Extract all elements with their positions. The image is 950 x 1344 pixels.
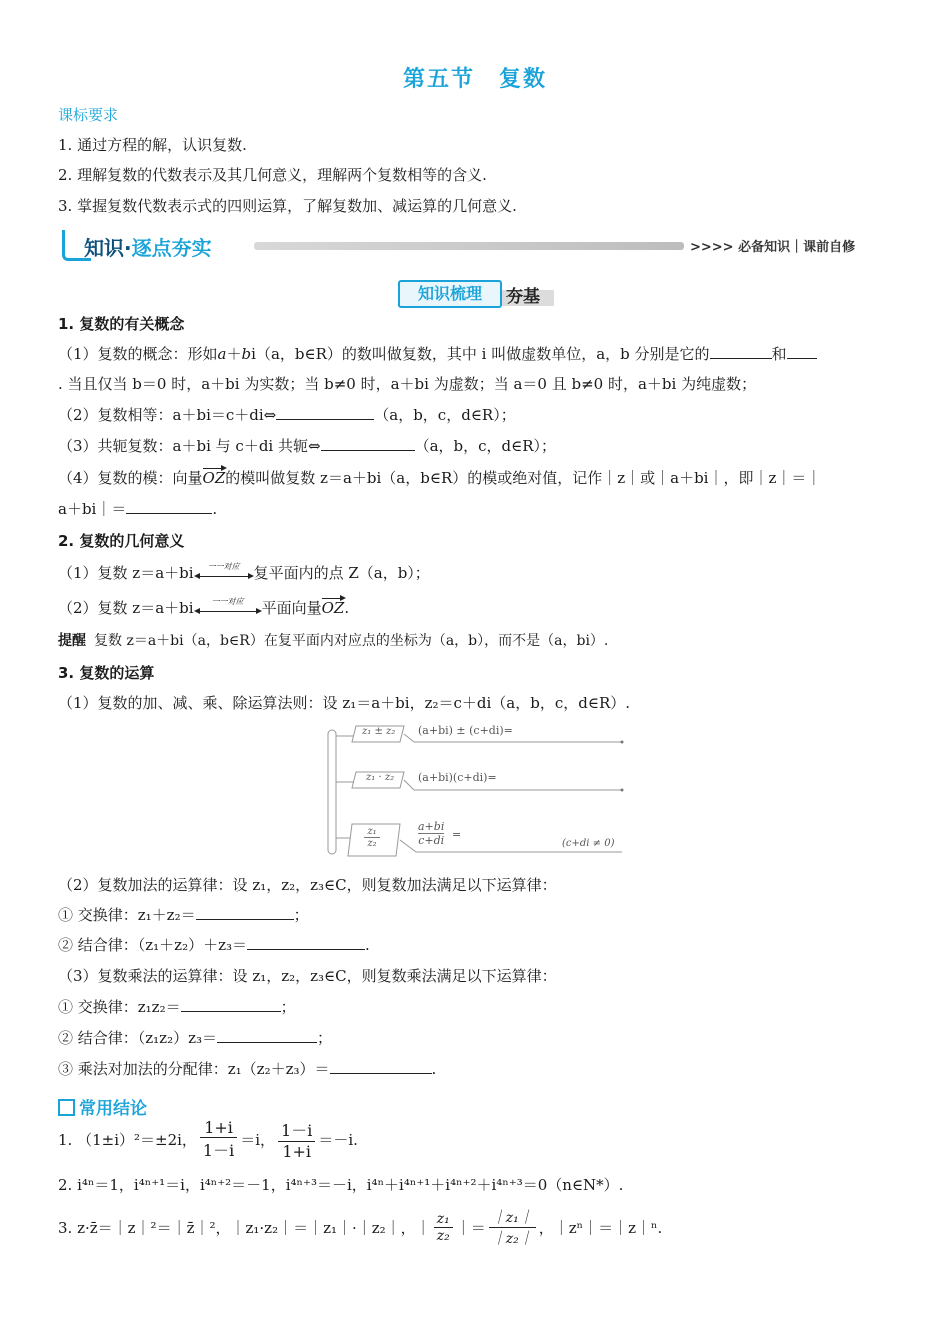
- double-arrow-icon: 一一对应: [194, 602, 262, 616]
- paragraph: （1）复数 z＝a＋bi 一一对应 复平面内的点 Z（a，b）；: [58, 562, 430, 582]
- banner-divider: [254, 242, 684, 250]
- tag-suffix: 夯基: [506, 287, 540, 307]
- diagram-fraction: a+bi c+di: [418, 820, 445, 847]
- diagram-expression: (a+bi) ± (c+di)=: [418, 724, 513, 737]
- requirement-item: 2. 理解复数的代数表示及其几何意义，理解两个复数相等的含义.: [58, 166, 487, 184]
- section-heading: 2. 复数的几何意义: [58, 532, 185, 550]
- conclusion-item: 2. i⁴ⁿ＝1，i⁴ⁿ⁺¹＝i，i⁴ⁿ⁺²＝－1，i⁴ⁿ⁺³＝－i，i⁴ⁿ＋i⁴ⁿ⁺¹＋i⁴ⁿ⁺²＋i⁴ⁿ⁺³＝0（n∈N*）.: [58, 1176, 624, 1194]
- paragraph: （1）复数的概念：形如a＋bi（a，b∈R）的数叫做复数，其中 i 叫做虚数单位，a，b 分别是它的 和: [58, 343, 817, 364]
- paragraph: （1）复数的加、减、乘、除运算法则：设 z₁＝a＋bi，z₂＝c＋di（a，b，c，d∈R）.: [58, 694, 631, 712]
- paragraph: ① 交换律：z₁z₂＝ ；: [58, 998, 296, 1016]
- section-heading: 1. 复数的有关概念: [58, 315, 185, 333]
- paragraph: a＋bi｜＝ .: [58, 500, 218, 518]
- conclusion-item: 1. （1±i）²＝±2i， $\frac{1+i}{1-i}$ ＝i， $\frac{1-i}{1+i}$ ＝－i.: [58, 1117, 358, 1161]
- conclusions-heading: 常用结论: [58, 1094, 147, 1119]
- diagram-condition: (c+di ≠ 0): [562, 838, 615, 849]
- paragraph: （2）复数 z＝a＋bi 一一对应 平面向量OZ.: [58, 597, 350, 617]
- paragraph: （3）共轭复数：a＋bi 与 c＋di 共轭⇔ （a，b，c，d∈R）；: [58, 437, 557, 455]
- paragraph: （4）复数的模：向量OZ的模叫做复数 z＝a＋bi（a，b∈R）的模或绝对值，记作｜z｜或｜a＋bi｜，即｜z｜＝｜: [58, 469, 822, 487]
- requirements-heading: 课标要求: [58, 106, 119, 124]
- paragraph: . 当且仅当 b＝0 时，a＋bi 为实数；当 b≠0 时，a＋bi 为虚数；当 a＝0 且 b≠0 时，a＋bi 为纯虚数；: [58, 375, 757, 393]
- paragraph: ③ 乘法对加法的分配律：z₁（z₂＋z₃）＝ .: [58, 1060, 437, 1078]
- conclusion-item: 3. z·z̄＝｜z｜²＝｜z̄｜²，｜z₁·z₂｜＝｜z₁｜·｜z₂｜，｜ $\frac{\text{z₁}}{\text{z₂}}$ ｜＝ $\frac{\text{｜z₁｜}}{\text{｜z₂｜}}$ ，｜zⁿ｜＝｜z｜ⁿ.: [58, 1202, 662, 1252]
- section-banner: [58, 228, 858, 262]
- banner-title: 知识·逐点夯实: [84, 236, 212, 260]
- diagram-fraction: z₁ z₂: [364, 826, 380, 849]
- page-title: 第五节 复数: [402, 67, 547, 92]
- tip-label: 提醒: [58, 633, 86, 649]
- paragraph: ① 交换律：z₁＋z₂＝ ；: [58, 906, 309, 924]
- requirement-item: 3. 掌握复数代数表示式的四则运算，了解复数加、减运算的几何意义.: [58, 197, 517, 215]
- operations-diagram: z₁ ± z₂ (a+bi) ± (c+di)= z₁ · z₂ (a+bi)(c+di)= z₁ z₂ a+bi c+di = (c+di ≠ 0): [326, 720, 626, 864]
- paragraph: （2）复数加法的运算律：设 z₁，z₂，z₃∈C，则复数加法满足以下运算律：: [58, 876, 557, 894]
- paragraph: （3）复数乘法的运算律：设 z₁，z₂，z₃∈C，则复数乘法满足以下运算律：: [58, 967, 557, 985]
- square-icon: [58, 1099, 75, 1116]
- requirement-item: 1. 通过方程的解，认识复数.: [58, 136, 247, 154]
- diagram-box-label: z₁ ± z₂: [362, 726, 396, 737]
- paragraph: ② 结合律：（z₁z₂）z₃＝ ；: [58, 1029, 333, 1047]
- tip: 提醒 复数 z＝a＋bi（a，b∈R）在复平面内对应点的坐标为（a，b），而不是（a，bi）.: [58, 633, 609, 649]
- banner-subtitle: >>>> 必备知识｜课前自修: [690, 240, 856, 255]
- paragraph: ② 结合律：（z₁＋z₂）＋z₃＝ .: [58, 936, 370, 954]
- diagram-expression: (a+bi)(c+di)=: [418, 771, 497, 784]
- paragraph: （2）复数相等：a＋bi＝c＋di⇔ （a，b，c，d∈R）；: [58, 406, 516, 424]
- diagram-box-label: z₁ · z₂: [366, 772, 395, 783]
- tag-label: 知识梳理: [398, 280, 502, 308]
- vector-oz: OZ: [202, 469, 226, 487]
- section-heading: 3. 复数的运算: [58, 664, 155, 682]
- double-arrow-icon: 一一对应: [194, 567, 254, 581]
